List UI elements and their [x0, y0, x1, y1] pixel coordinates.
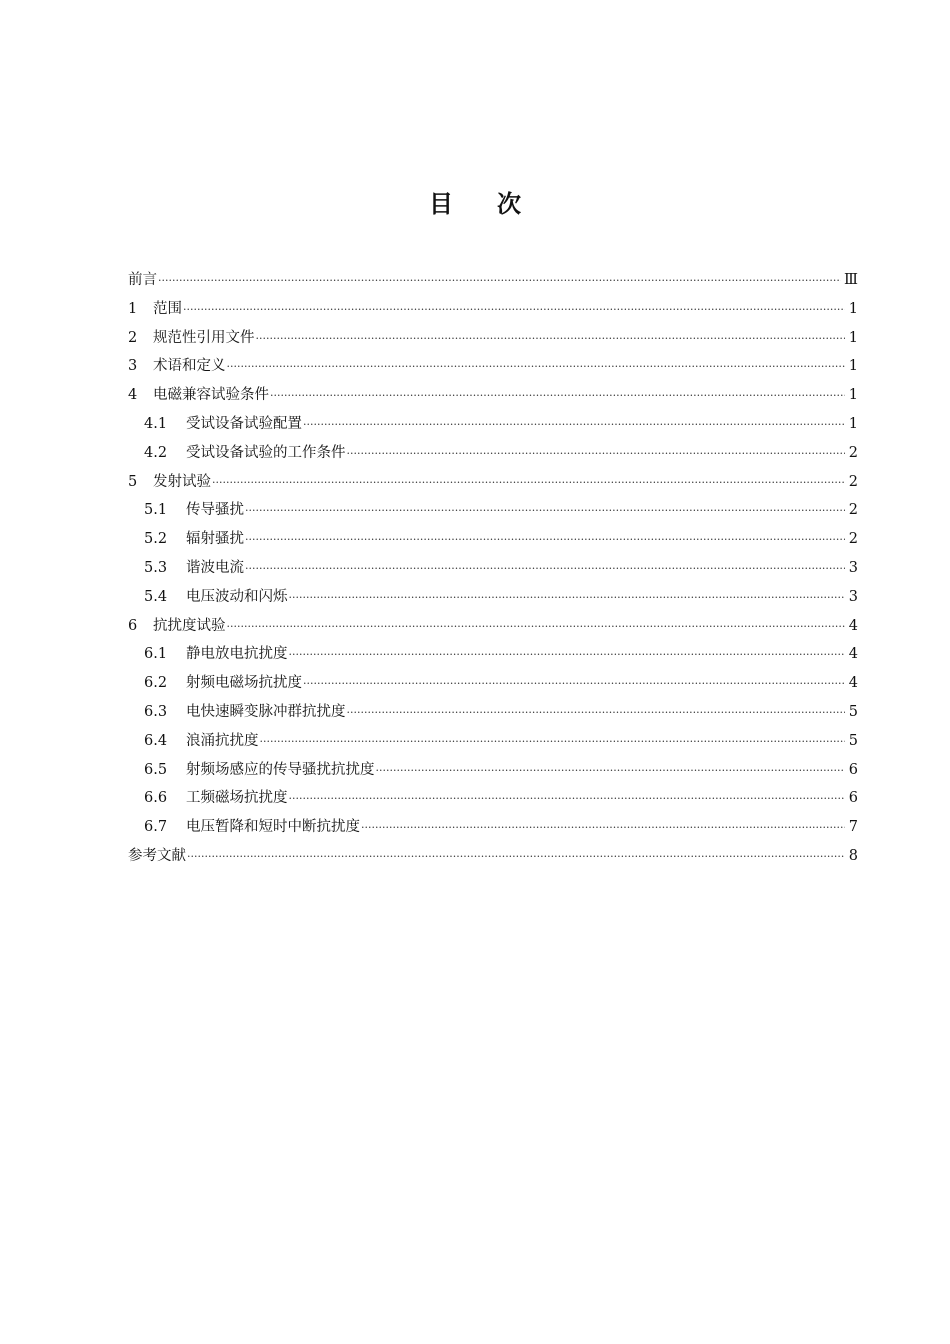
toc-entry-label: 前言: [128, 272, 157, 288]
dot-leader: [289, 641, 846, 670]
toc-entry[interactable]: [128, 439, 858, 468]
toc-entry[interactable]: [128, 583, 858, 612]
toc-entry-page: 3: [848, 588, 858, 605]
toc-entry-page: 1: [848, 415, 858, 432]
toc-entry[interactable]: [128, 468, 858, 497]
toc-entry[interactable]: [128, 756, 858, 785]
toc-entry-page: 8: [848, 847, 858, 864]
toc-entry-number: 6.6: [144, 790, 168, 807]
toc-entry[interactable]: [128, 381, 858, 410]
toc-entry[interactable]: [128, 669, 858, 698]
toc-entry-page: 4: [848, 646, 858, 663]
toc-entry-number: 6.2: [144, 675, 168, 692]
toc-entry[interactable]: [128, 324, 858, 353]
dot-leader: [158, 267, 841, 296]
toc-entry-number: 6.1: [144, 646, 168, 663]
toc-entry[interactable]: [128, 842, 858, 871]
toc-entry-page: 2: [848, 531, 858, 548]
toc-entry-number: 1: [128, 300, 138, 317]
dot-leader: [260, 728, 846, 757]
toc-entry[interactable]: [128, 266, 858, 295]
toc-entry-label: 发射试验: [153, 473, 211, 490]
toc-entry-page: 3: [848, 559, 858, 576]
dot-leader: [227, 353, 846, 382]
dot-leader: [245, 497, 845, 526]
dot-leader: [270, 382, 845, 411]
toc-entry-number: 6.5: [144, 761, 168, 778]
toc-entry-label: 参考文献: [128, 847, 186, 864]
toc-entry[interactable]: [128, 295, 858, 324]
toc-entry-page: 1: [848, 387, 858, 404]
toc-entry-label: 规范性引用文件: [153, 329, 255, 346]
toc-entry[interactable]: [128, 525, 858, 554]
toc-entry[interactable]: [128, 554, 858, 583]
toc-entry-page: 6: [848, 761, 858, 778]
toc-entry-number: 4.2: [144, 444, 168, 461]
toc-entry-label: 受试设备试验的工作条件: [186, 444, 346, 461]
dot-leader: [376, 757, 846, 786]
toc-entry-page: 1: [848, 300, 858, 317]
toc-entry-number: 3: [128, 358, 138, 375]
toc-entry[interactable]: [128, 727, 858, 756]
toc-entry-label: 传导骚扰: [186, 502, 244, 519]
toc-entry-label: 范围: [153, 300, 182, 317]
dot-leader: [289, 785, 846, 814]
toc-entry-label: 射频电磁场抗扰度: [186, 675, 302, 692]
toc-entry-page: 1: [848, 358, 858, 375]
toc-entry-number: 5.3: [144, 559, 168, 576]
dot-leader: [303, 411, 845, 440]
toc-entry-page: 2: [848, 473, 858, 490]
toc-entry-page: Ⅲ: [844, 272, 858, 288]
toc-entry-page: 7: [848, 819, 858, 836]
toc-entry[interactable]: [128, 784, 858, 813]
toc-entry[interactable]: [128, 813, 858, 842]
toc-entry-page: 4: [848, 617, 858, 634]
dot-leader: [187, 843, 845, 872]
toc-entry-page: 2: [848, 502, 858, 519]
dot-leader: [245, 526, 845, 555]
toc-entry-label: 工频磁场抗扰度: [186, 790, 288, 807]
toc-entry-label: 电快速瞬变脉冲群抗扰度: [186, 703, 346, 720]
table-of-contents: [128, 266, 858, 871]
toc-entry[interactable]: [128, 352, 858, 381]
toc-entry-number: 5.1: [144, 502, 168, 519]
dot-leader: [212, 469, 845, 498]
toc-entry-label: 静电放电抗扰度: [186, 646, 288, 663]
toc-entry-number: 4.1: [144, 415, 168, 432]
toc-entry[interactable]: [128, 496, 858, 525]
dot-leader: [347, 699, 846, 728]
dot-leader: [245, 555, 845, 584]
toc-entry[interactable]: [128, 698, 858, 727]
toc-entry[interactable]: [128, 612, 858, 641]
toc-entry-number: 5.2: [144, 531, 168, 548]
toc-entry-page: 4: [848, 675, 858, 692]
dot-leader: [256, 325, 846, 354]
toc-entry[interactable]: [128, 410, 858, 439]
toc-entry-label: 浪涌抗扰度: [186, 732, 259, 749]
dot-leader: [347, 440, 846, 469]
toc-entry-number: 6.3: [144, 703, 168, 720]
toc-entry-number: 5.4: [144, 588, 168, 605]
toc-entry-label: 辐射骚扰: [186, 531, 244, 548]
toc-entry-label: 电压暂降和短时中断抗扰度: [186, 819, 360, 836]
page-title: 目次: [429, 190, 565, 218]
toc-entry-number: 6.7: [144, 819, 168, 836]
toc-entry-label: 抗扰度试验: [153, 617, 226, 634]
toc-entry-label: 电磁兼容试验条件: [153, 387, 269, 404]
dot-leader: [227, 613, 846, 642]
toc-entry-number: 2: [128, 329, 138, 346]
toc-entry-label: 电压波动和闪烁: [186, 588, 288, 605]
toc-entry-label: 谐波电流: [186, 559, 244, 576]
toc-entry-page: 2: [848, 444, 858, 461]
toc-entry-page: 5: [848, 732, 858, 749]
dot-leader: [183, 296, 845, 325]
toc-entry-label: 射频场感应的传导骚扰抗扰度: [186, 761, 375, 778]
toc-entry-page: 5: [848, 703, 858, 720]
toc-entry-page: 6: [848, 790, 858, 807]
dot-leader: [289, 584, 846, 613]
toc-entry-number: 6.4: [144, 732, 168, 749]
toc-entry-number: 5: [128, 473, 138, 490]
toc-entry-label: 受试设备试验配置: [186, 415, 302, 432]
toc-entry[interactable]: [128, 640, 858, 669]
toc-entry-page: 1: [848, 329, 858, 346]
toc-entry-number: 4: [128, 387, 138, 404]
dot-leader: [361, 814, 845, 843]
dot-leader: [303, 670, 845, 699]
toc-entry-number: 6: [128, 617, 138, 634]
toc-entry-label: 术语和定义: [153, 358, 226, 375]
